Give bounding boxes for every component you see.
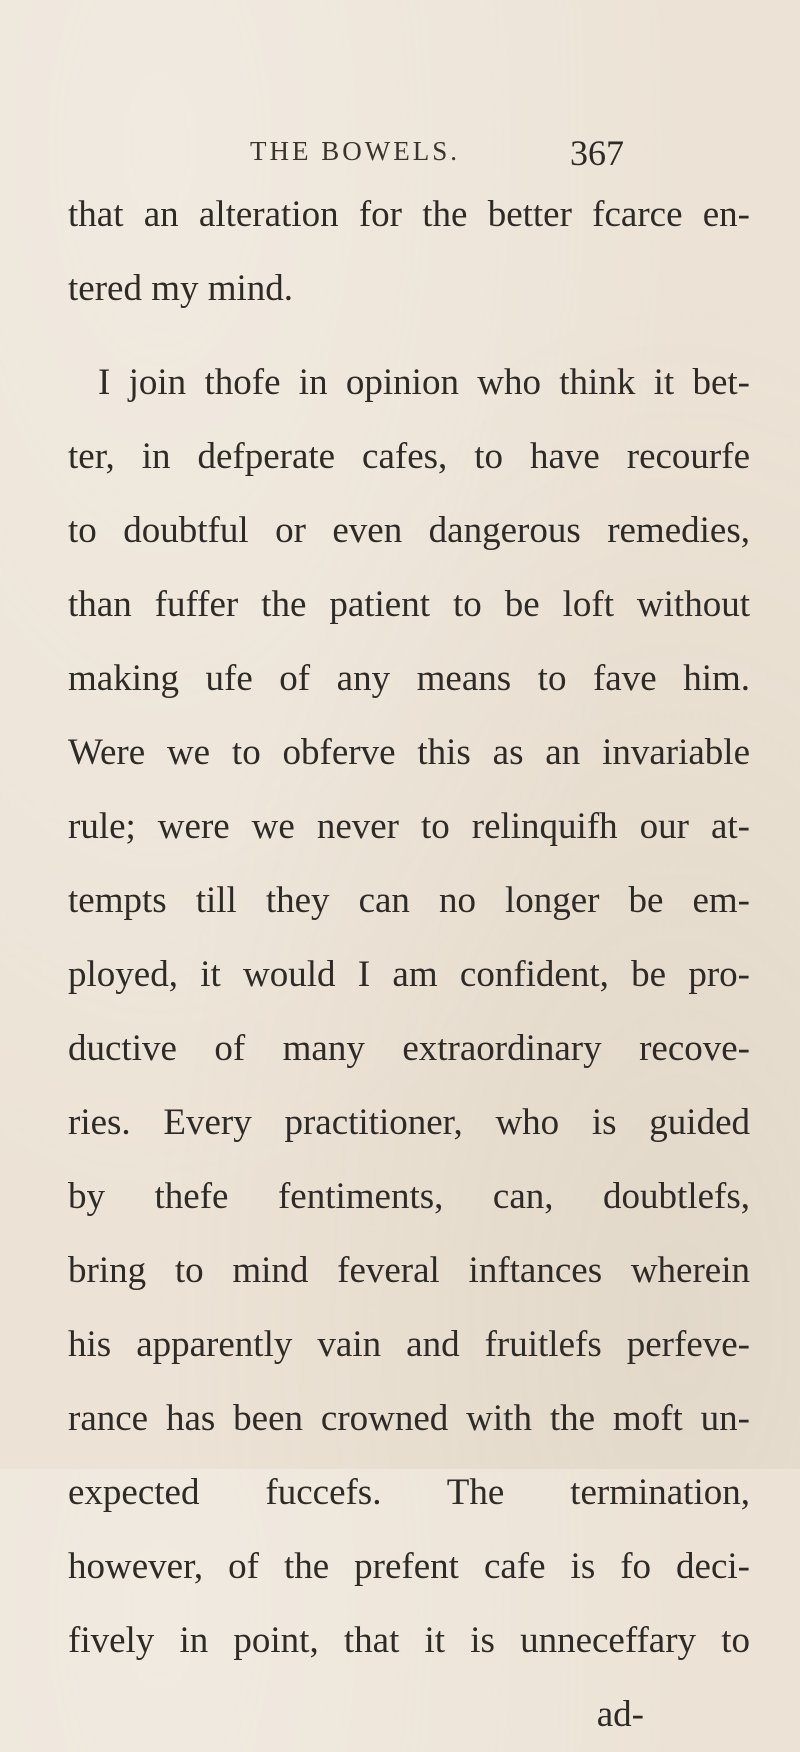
text-line: fively in point, that it is unneceffary to <box>68 1620 750 1661</box>
catchword: ad- <box>596 1694 644 1735</box>
page-number: 367 <box>570 133 624 173</box>
text-line: however, of the prefent cafe is fo deci- <box>68 1546 750 1587</box>
text-line: to doubtful or even dangerous remedies, <box>68 510 750 551</box>
text-line: ter, in defperate cafes, to have recourfe <box>68 436 750 477</box>
paragraph-gap <box>68 326 750 346</box>
text-line: that an alteration for the better fcarce en- <box>68 194 750 235</box>
text-line: ductive of many extraordinary recove- <box>68 1028 750 1069</box>
text-line: making ufe of any means to fave him. <box>68 658 750 699</box>
text-line: Were we to obferve this as an invariable <box>68 732 750 773</box>
text-line: rule; were we never to relinquifh our at- <box>68 806 750 847</box>
text-line: than fuffer the patient to be loft without <box>68 584 750 625</box>
text-line: tered my mind. <box>68 268 294 309</box>
body-text <box>68 178 750 1752</box>
text-line: bring to mind feveral inftances wherein <box>68 1250 750 1291</box>
text-line: tempts till they can no longer be em- <box>68 880 750 921</box>
text-line: I join thofe in opinion who think it bet- <box>98 362 750 403</box>
text-line: his apparently vain and fruitlefs perfeve- <box>68 1324 750 1365</box>
text-line: ries. Every practitioner, who is guided <box>68 1102 750 1143</box>
text-line: ployed, it would I am confident, be pro- <box>68 954 750 995</box>
text-line: by thefe fentiments, can, doubtlefs, <box>68 1176 750 1217</box>
text-line: rance has been crowned with the moft un- <box>68 1398 750 1439</box>
text-line: expected fuccefs. The termination, <box>68 1472 750 1513</box>
running-head: THE BOWELS. <box>250 136 460 166</box>
